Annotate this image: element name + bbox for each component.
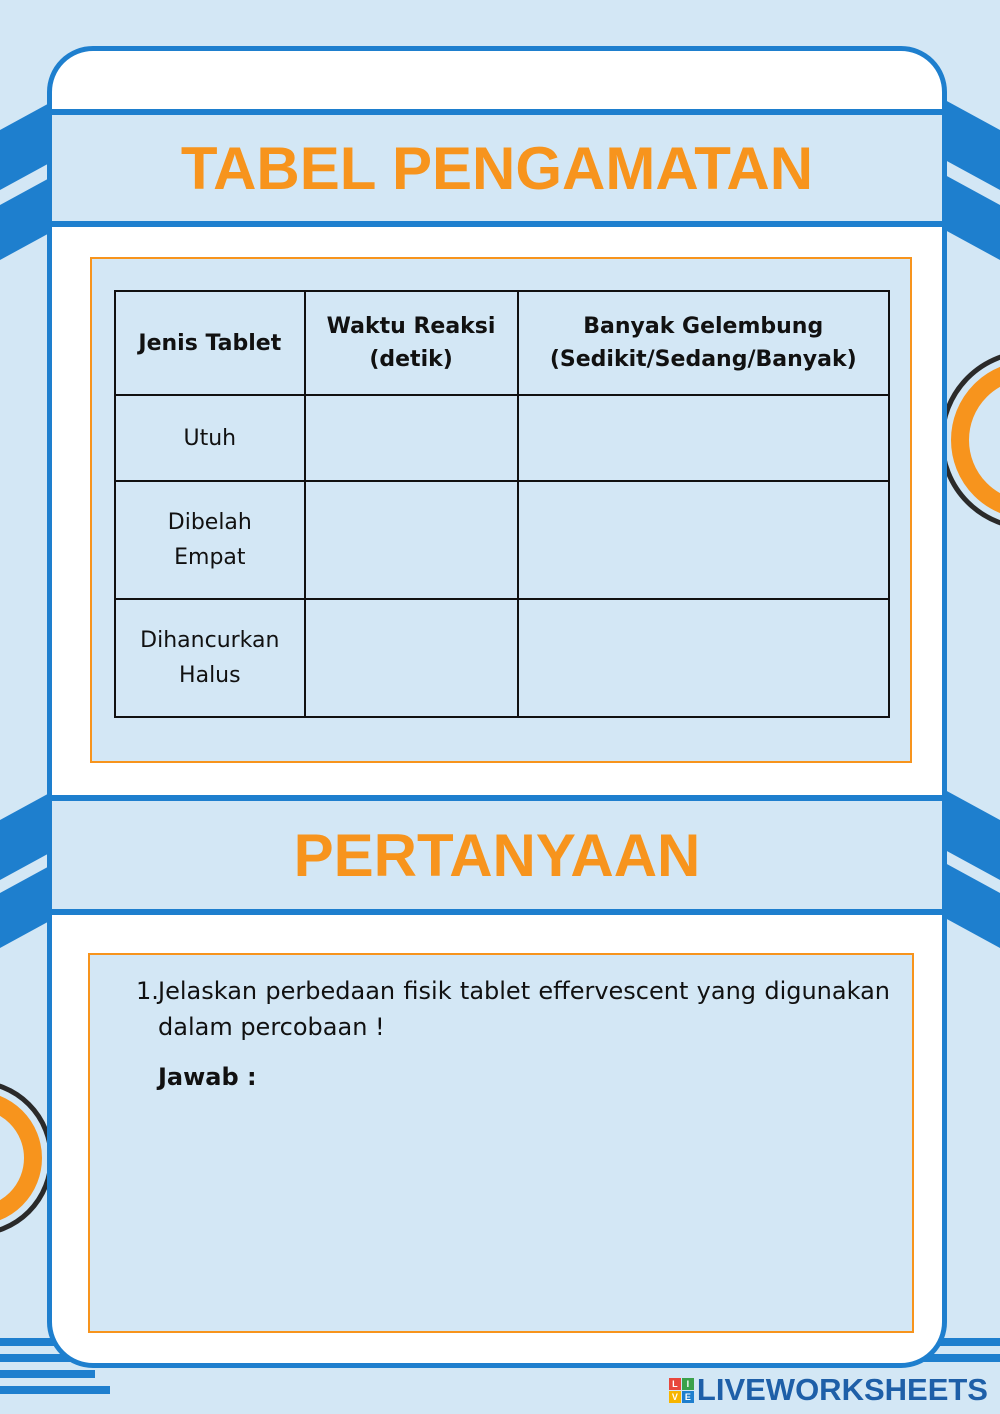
live-logo-icon xyxy=(669,1378,694,1403)
liveworksheets-logo xyxy=(669,1372,988,1408)
observation-table-panel xyxy=(90,257,912,763)
waktu-reaksi-input-cell[interactable] xyxy=(305,481,518,599)
observation-table xyxy=(114,290,890,718)
banyak-gelembung-input-cell[interactable] xyxy=(518,481,890,599)
row-label: Dibelah Empat xyxy=(167,510,252,570)
header-banyak-gelembung xyxy=(518,291,890,395)
worksheet-card xyxy=(47,46,947,1368)
question-text: Jelaskan perbedaan fisik tablet effervescent yang digunakan dalam percobaan ! xyxy=(158,977,890,1041)
header-waktu-reaksi xyxy=(305,291,518,395)
waktu-reaksi-input-cell[interactable] xyxy=(305,599,518,717)
question-item xyxy=(136,973,890,1299)
row-label: Utuh xyxy=(183,425,237,451)
header-banyak-gelembung-text: Banyak Gelembung (Sedikit/Sedang/Banyak) xyxy=(549,314,857,372)
answer-field[interactable] xyxy=(158,1099,878,1299)
observation-title-band xyxy=(52,109,942,227)
live-logo-letter: V xyxy=(669,1391,681,1403)
question-list xyxy=(136,973,890,1299)
table-row xyxy=(115,599,889,717)
banyak-gelembung-input-cell[interactable] xyxy=(518,395,890,481)
brand-name: LIVEWORKSHEETS xyxy=(696,1372,988,1407)
row-label-cell xyxy=(115,599,305,717)
header-jenis-tablet xyxy=(115,291,305,395)
live-logo-letter: E xyxy=(682,1391,694,1403)
header-jenis-tablet-text: Jenis Tablet xyxy=(138,330,282,356)
question-title: PERTANYAAN xyxy=(293,821,701,889)
table-header-row xyxy=(115,291,889,395)
row-label-cell xyxy=(115,481,305,599)
live-logo-letter: L xyxy=(669,1378,681,1390)
header-waktu-reaksi-text: Waktu Reaksi (detik) xyxy=(326,314,496,372)
table-row xyxy=(115,395,889,481)
row-label: Dihancurkan Halus xyxy=(140,628,280,688)
waktu-reaksi-input-cell[interactable] xyxy=(305,395,518,481)
question-title-band xyxy=(52,795,942,915)
row-label-cell xyxy=(115,395,305,481)
banyak-gelembung-input-cell[interactable] xyxy=(518,599,890,717)
live-logo-letter: I xyxy=(682,1378,694,1390)
question-panel xyxy=(88,953,914,1333)
question-number: 1. xyxy=(136,977,159,1005)
observation-title: TABEL PENGAMATAN xyxy=(180,134,814,202)
table-row xyxy=(115,481,889,599)
answer-label: Jawab : xyxy=(158,1063,257,1091)
